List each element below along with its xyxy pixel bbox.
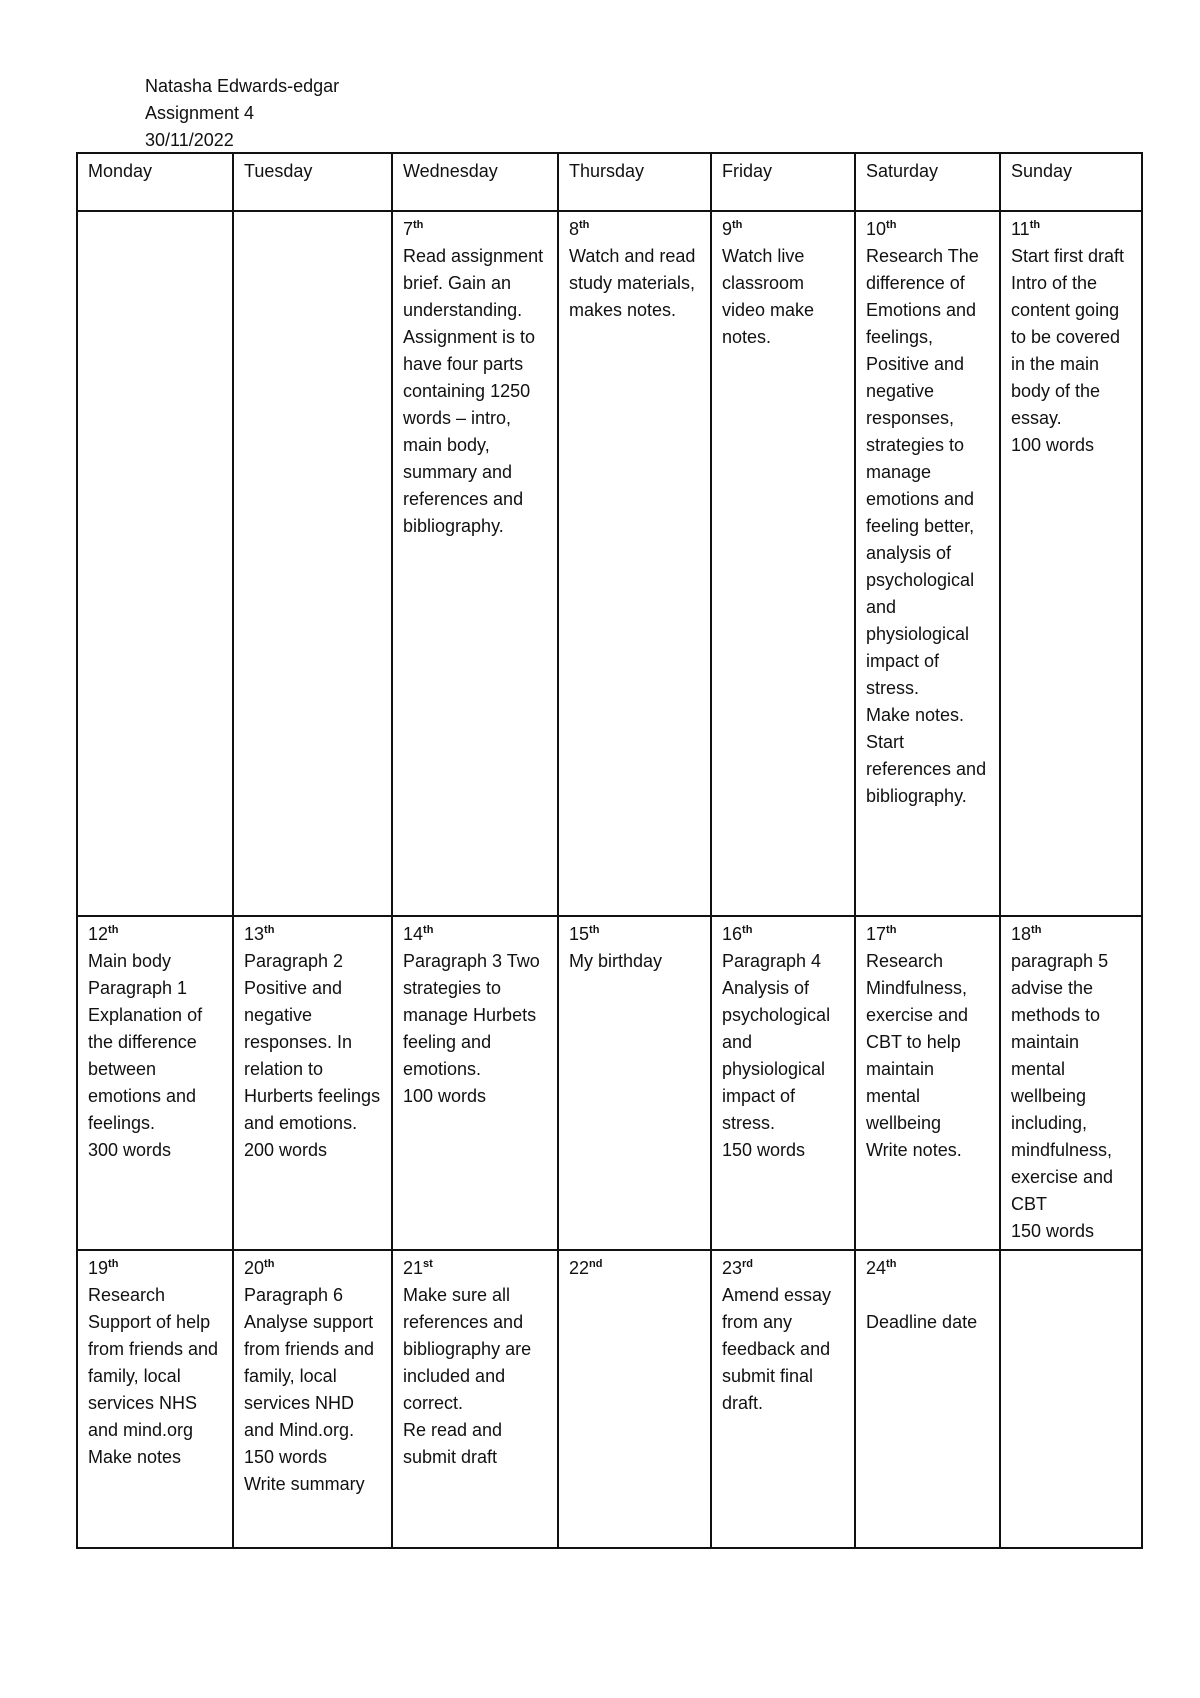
date-ordinal-suffix: th <box>108 924 119 936</box>
day-header-wednesday: Wednesday <box>392 153 558 211</box>
date-ordinal-suffix: th <box>108 1258 119 1270</box>
cell-text: 100 words <box>403 1086 487 1106</box>
date-day-number: 19 <box>88 1258 109 1278</box>
date-number <box>1011 216 1135 243</box>
date-day-number: 7 <box>403 219 414 239</box>
date-ordinal-suffix: th <box>1029 219 1041 231</box>
date-day-number: 8 <box>569 219 580 239</box>
document-header <box>145 73 339 154</box>
cell-text: Watch live classroom video make notes. <box>722 246 815 347</box>
date-number <box>569 216 704 243</box>
day-cell-saturday <box>855 916 1000 1250</box>
day-cell-thursday <box>558 211 711 916</box>
date-ordinal-suffix: th <box>413 219 424 231</box>
day-header-thursday: Thursday <box>558 153 711 211</box>
cell-text: 300 words <box>88 1140 172 1160</box>
date-ordinal-suffix: th <box>886 924 897 936</box>
date-day-number: 23 <box>722 1258 743 1278</box>
date-day-number: 15 <box>569 924 590 944</box>
date-number <box>244 921 385 948</box>
date-ordinal-suffix: th <box>579 219 590 231</box>
day-cell-friday <box>711 1250 855 1548</box>
week-row <box>77 1250 1142 1548</box>
cell-text: Start first draft <box>1011 246 1125 266</box>
date-day-number: 20 <box>244 1258 265 1278</box>
date-ordinal-suffix: th <box>1031 924 1042 936</box>
date-number <box>722 921 848 948</box>
cell-text: 150 words <box>1011 1221 1095 1241</box>
date-day-number: 13 <box>244 924 265 944</box>
date-number <box>403 1255 551 1282</box>
date-ordinal-suffix: th <box>732 219 743 231</box>
cell-text: Amend essay from any feedback and submit final draft. <box>722 1285 832 1413</box>
week-row <box>77 211 1142 916</box>
day-cell-thursday <box>558 916 711 1250</box>
cell-text: Start references and bibliography. <box>866 732 987 806</box>
date-number <box>866 921 993 948</box>
cell-text: 100 words <box>1011 435 1095 455</box>
cell-text: Research Support of help from friends and family, local services NHS and mind.org <box>88 1285 219 1440</box>
date-day-number: 11 <box>1011 219 1030 239</box>
date-day-number: 17 <box>866 924 887 944</box>
cell-text: My birthday <box>569 951 663 971</box>
date-day-number: 16 <box>722 924 743 944</box>
date-ordinal-suffix: th <box>886 1258 897 1270</box>
week-row <box>77 916 1142 1250</box>
date-day-number: 10 <box>866 219 887 239</box>
cell-text: Paragraph 2 Positive and negative responses. In relation to Hurberts feelings and emotions. 200 words <box>244 951 381 1160</box>
date-ordinal-suffix: th <box>264 924 275 936</box>
date-number <box>1011 921 1135 948</box>
day-cell-wednesday <box>392 211 558 916</box>
date-ordinal-suffix: st <box>423 1258 433 1270</box>
date-number <box>722 1255 848 1282</box>
cell-text: Deadline date <box>866 1312 978 1332</box>
document-date: 30/11/2022 <box>145 130 234 150</box>
cell-text: Research The difference of Emotions and feelings, Positive and negative responses, strategies to manage emotions and feeling better, analysis of psychological and physiological impact of stress. <box>866 246 979 698</box>
day-cell-saturday <box>855 1250 1000 1548</box>
date-number <box>403 921 551 948</box>
cell-text: Intro of the content going to be covered in the main body of the essay. <box>1011 273 1121 428</box>
date-day-number: 9 <box>722 219 733 239</box>
date-day-number: 18 <box>1011 924 1032 944</box>
day-cell-saturday <box>855 211 1000 916</box>
cell-text <box>866 1282 993 1309</box>
cell-text: Paragraph 3 Two strategies to manage Hurbets feeling and emotions. <box>403 951 540 1079</box>
day-cell-sunday <box>1000 211 1142 916</box>
date-ordinal-suffix: nd <box>589 1258 603 1270</box>
cell-text: Research Mindfulness, exercise and CBT to help maintain mental wellbeing <box>866 951 969 1133</box>
date-day-number: 21 <box>403 1258 424 1278</box>
cell-text: Paragraph 4 Analysis of psychological and physiological impact of stress. <box>722 951 831 1133</box>
cell-text: Re read and submit draft <box>403 1420 503 1467</box>
cell-text: Watch and read study materials, makes notes. <box>569 246 696 320</box>
date-number <box>569 921 704 948</box>
cell-text: paragraph 5 advise the methods to maintain mental wellbeing including, mindfulness, exercise and CBT <box>1011 951 1114 1214</box>
date-day-number: 22 <box>569 1258 590 1278</box>
date-number <box>88 1255 226 1282</box>
cell-text: Make notes <box>88 1447 182 1467</box>
date-number <box>88 921 226 948</box>
day-cell-sunday <box>1000 1250 1142 1548</box>
day-header-monday: Monday <box>77 153 233 211</box>
date-day-number: 14 <box>403 924 424 944</box>
day-cell-friday <box>711 916 855 1250</box>
cell-text: Main body Paragraph 1 Explanation of the difference between emotions and feelings. <box>88 951 203 1133</box>
day-header-row <box>77 153 1142 211</box>
day-cell-monday <box>77 211 233 916</box>
weekly-planner-table <box>76 152 1143 1549</box>
day-header-tuesday: Tuesday <box>233 153 392 211</box>
cell-text: 150 words <box>244 1447 328 1467</box>
cell-text: Read assignment brief. Gain an understanding. Assignment is to have four parts containing 1250 words – intro, main body, summary and references and bibliography. <box>403 246 544 536</box>
assignment-title: Assignment 4 <box>145 103 255 123</box>
day-cell-monday <box>77 1250 233 1548</box>
date-ordinal-suffix: th <box>423 924 434 936</box>
date-ordinal-suffix: rd <box>742 1258 754 1270</box>
date-number <box>866 1255 993 1282</box>
date-ordinal-suffix: th <box>589 924 600 936</box>
date-number <box>244 1255 385 1282</box>
day-cell-tuesday <box>233 1250 392 1548</box>
day-cell-wednesday <box>392 916 558 1250</box>
day-cell-tuesday <box>233 916 392 1250</box>
day-header-saturday: Saturday <box>855 153 1000 211</box>
author-name: Natasha Edwards-edgar <box>145 76 340 96</box>
cell-text: Write notes. <box>866 1140 962 1160</box>
date-number <box>403 216 551 243</box>
cell-text: 150 words <box>722 1140 806 1160</box>
date-number <box>866 216 993 243</box>
day-cell-friday <box>711 211 855 916</box>
cell-text: Make notes. <box>866 705 965 725</box>
date-ordinal-suffix: th <box>742 924 753 936</box>
date-ordinal-suffix: th <box>264 1258 275 1270</box>
date-day-number: 12 <box>88 924 109 944</box>
day-header-friday: Friday <box>711 153 855 211</box>
day-cell-thursday <box>558 1250 711 1548</box>
day-cell-monday <box>77 916 233 1250</box>
date-number <box>722 216 848 243</box>
cell-text: Write summary <box>244 1474 365 1494</box>
cell-text: Make sure all references and bibliography are included and correct. <box>403 1285 532 1413</box>
date-day-number: 24 <box>866 1258 887 1278</box>
day-cell-sunday <box>1000 916 1142 1250</box>
date-number <box>569 1255 704 1282</box>
day-header-sunday: Sunday <box>1000 153 1142 211</box>
day-cell-wednesday <box>392 1250 558 1548</box>
cell-text: Paragraph 6 Analyse support from friends and family, local services NHD and Mind.org. <box>244 1285 375 1440</box>
day-cell-tuesday <box>233 211 392 916</box>
date-ordinal-suffix: th <box>886 219 897 231</box>
